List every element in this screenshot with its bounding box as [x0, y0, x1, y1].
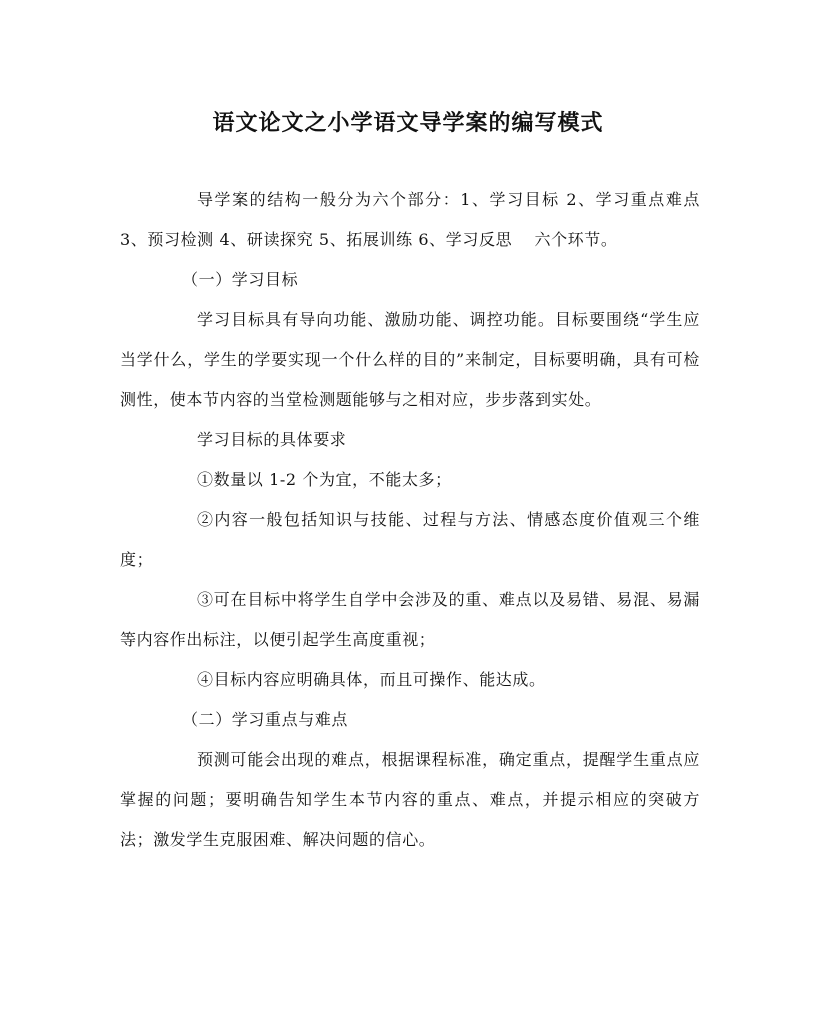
paragraph-structure: 导学案的结构一般分为六个部分：1、学习目标 2、学习重点难点 3、预习检测 4、研读探究 5、拓展训练 6、学习反思 六个环节。 [120, 190, 700, 249]
list-item-1: ①数量以 1-2 个为宜，不能太多； [197, 470, 452, 489]
section-heading-key-points: （二）学习重点与难点 [182, 710, 349, 729]
paragraph-key-points: 预测可能会出现的难点，根据课程标准，确定重点，提醒学生重点应掌握的问题；要明确告知学生本节内容的重点、难点，并提示相应的突破方法；激发学生克服困难、解决问题的信心。 [120, 750, 700, 849]
section-heading-goals: （一）学习目标 [182, 270, 299, 289]
list-item-3: ③可在目标中将学生自学中会涉及的重、难点以及易错、易混、易漏等内容作出标注，以便引起学生高度重视； [120, 590, 700, 649]
paragraph-goals-function: 学习目标具有导向功能、激励功能、调控功能。目标要围绕“学生应当学什么，学生的学要实现一个什么样的目的”来制定，目标要明确，具有可检测性，使本节内容的当堂检测题能够与之相对应，步步落到实处。 [120, 310, 700, 409]
list-item-4: ④目标内容应明确具体，而且可操作、能达成。 [197, 670, 546, 689]
document-title: 语文论文之小学语文导学案的编写模式 [212, 110, 604, 136]
document-body [120, 180, 700, 860]
list-item-2: ②内容一般包括知识与技能、过程与方法、情感态度价值观三个维度； [120, 510, 700, 569]
paragraph-goals-requirements: 学习目标的具体要求 [197, 430, 347, 449]
